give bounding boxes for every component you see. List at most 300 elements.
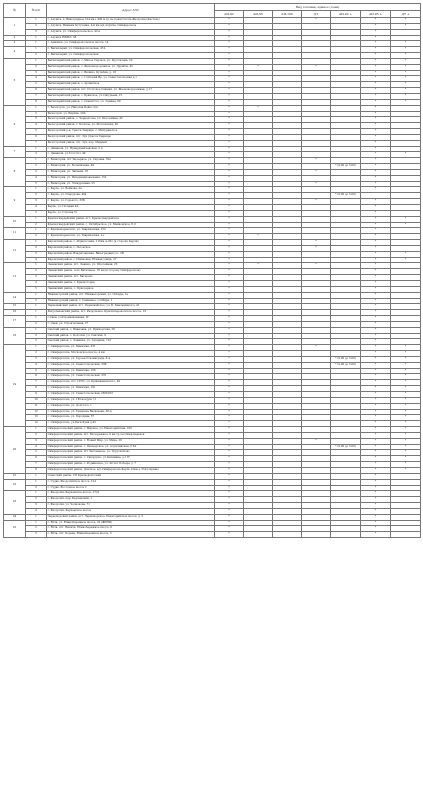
address-cell: г. Евпатория, ул. Чапаева, 18	[47, 169, 215, 175]
fuel-mark-cell: *	[215, 134, 244, 140]
fuel-mark-cell: *	[215, 368, 244, 374]
row-number-cell: 5	[26, 210, 47, 216]
fuel-mark-cell: *	[361, 421, 391, 427]
fuel-mark-cell: *	[361, 374, 391, 380]
address-cell: Бахчисарайский район, пгт. Почтовое Сиваши, ул. Железнодорожная, д.17	[47, 88, 215, 94]
fuel-mark-cell: *	[215, 216, 244, 222]
row-number-cell: 1	[26, 158, 47, 164]
fuel-mark-cell: *	[391, 380, 421, 386]
row-number-cell: 3	[26, 251, 47, 257]
fuel-mark-cell: *	[215, 292, 244, 298]
fuel-mark-cell: *	[302, 438, 331, 444]
fuel-mark-cell: *	[391, 88, 421, 94]
row-number-cell: 1	[26, 491, 47, 497]
row-number-cell: 2	[26, 23, 47, 29]
fuel-mark-cell: *	[302, 263, 331, 269]
fuel-mark-cell: *	[244, 234, 273, 240]
fuel-mark-cell: *	[302, 245, 331, 251]
fuel-mark-cell: *	[391, 397, 421, 403]
group-number-cell: 17	[4, 316, 26, 328]
fuel-mark-cell: *	[391, 345, 421, 351]
row-number-cell: 1	[26, 327, 47, 333]
fuel-mark-cell: *	[361, 146, 391, 152]
row-number-cell: 1	[26, 216, 47, 222]
fuel-mark-cell: *	[391, 82, 421, 88]
address-cell: г. Евпатория, пгт Заозерное, ул. Садовая, 55а	[47, 158, 215, 164]
fuel-mark-cell: *	[215, 304, 244, 310]
fuel-mark-cell: *	[361, 362, 391, 368]
table-body	[4, 18, 421, 538]
fuel-mark-cell: *	[361, 169, 391, 175]
fuel-mark-cell: *	[361, 356, 391, 362]
row-number-cell: 1	[26, 47, 47, 53]
fuel-mark-cell: *	[361, 321, 391, 327]
row-number-cell: 2	[26, 351, 47, 357]
fuel-mark-cell: *	[215, 257, 244, 263]
fuel-mark-cell: *	[361, 216, 391, 222]
fuel-mark-cell: *	[302, 181, 331, 187]
fuel-mark-cell: *	[215, 181, 244, 187]
row-number-cell: 3	[26, 117, 47, 123]
fuel-mark-cell: *	[302, 158, 331, 164]
fuel-mark-cell: *	[361, 93, 391, 99]
address-cell: г. Симферополь, ул. Бородина, 67	[47, 415, 215, 421]
fuel-mark-cell: *	[215, 345, 244, 351]
row-number-cell: 1	[26, 105, 47, 111]
fuel-mark-cell: *	[215, 421, 244, 427]
fuel-mark-cell: *	[391, 257, 421, 263]
fuel-mark-cell: *	[215, 88, 244, 94]
row-number-cell: 4	[26, 175, 47, 181]
fuel-mark-cell: *	[215, 415, 244, 421]
fuel-mark-cell: *	[215, 467, 244, 473]
fuel-mark-cell: *	[215, 508, 244, 514]
fuel-mark-cell	[302, 532, 331, 538]
address-cell: Белогорский р-н, Трасса Таврида, с. Мичуринское	[47, 129, 215, 135]
group-number-cell: 12	[4, 240, 26, 263]
fuel-mark-cell: *	[361, 18, 391, 24]
fuel-mark-cell: *	[361, 228, 391, 234]
fuel-mark-cell: *	[391, 356, 421, 362]
address-cell: Сакский район, с. Ленинка, ул. Гагарина, 123	[47, 339, 215, 345]
header-fuel-dt-plus: ДТ +	[391, 11, 421, 18]
address-cell: г. Симферополь, Московское шоссе, 4 км	[47, 351, 215, 357]
group-number-cell: 4	[4, 47, 26, 59]
address-cell: г. Феодосия, пер. Керченский, 1	[47, 497, 215, 503]
row-number-cell: 6	[26, 134, 47, 140]
address-cell: г. Ялта, ул. Южнобережное шоссе, 22 (ФИНИ)	[47, 520, 215, 526]
fuel-mark-cell: *	[361, 333, 391, 339]
row-number-cell: 1	[26, 427, 47, 433]
fuel-mark-cell: *	[361, 479, 391, 485]
fuel-mark-cell: *	[391, 444, 421, 450]
fuel-mark-cell: *	[361, 339, 391, 345]
fuel-mark-cell: *	[361, 473, 391, 479]
address-cell: Бахчисарайский район, с. Ароматное	[47, 82, 215, 88]
fuel-mark-cell: * (9.00 до 5.00)	[331, 164, 361, 170]
fuel-mark-cell: *	[361, 292, 391, 298]
fuel-mark-cell: *	[361, 152, 391, 158]
address-cell: Сакский район, с. Ивановка, ул. Приморская, 28	[47, 327, 215, 333]
address-cell: Ленинский район, с. Красногорка	[47, 280, 215, 286]
fuel-mark-cell: *	[302, 240, 331, 246]
row-number-cell: 3	[26, 438, 47, 444]
fuel-mark-cell: *	[361, 257, 391, 263]
fuel-mark-cell: *	[215, 164, 244, 170]
group-number-cell: 7	[4, 146, 26, 158]
header-fuel-dt: ДТ	[302, 11, 331, 18]
address-cell: г. Евпатория, ул. Большичная, 49	[47, 164, 215, 170]
row-number-cell: 13	[26, 415, 47, 421]
group-number-cell: 16	[4, 310, 26, 316]
row-number-cell: 10	[26, 397, 47, 403]
fuel-mark-cell: *	[361, 140, 391, 146]
fuel-mark-cell: *	[391, 462, 421, 468]
header-group-number: №	[4, 4, 26, 18]
fuel-mark-cell: *	[361, 64, 391, 70]
fuel-mark-cell: *	[215, 456, 244, 462]
fuel-mark-cell: *	[361, 427, 391, 433]
fuel-mark-cell: *	[215, 222, 244, 228]
address-cell: Симферопольский район, с. Скворцово, ул.Калинина, д.1 Н	[47, 456, 215, 462]
address-cell: Симферопольский район, с. Пионерское, ул. Алуштинская, 6 8А	[47, 444, 215, 450]
fuel-mark-cell: *	[215, 409, 244, 415]
group-number-cell: 22	[4, 479, 26, 491]
fuel-mark-cell: *	[361, 444, 391, 450]
row-number-cell: 2	[26, 222, 47, 228]
fuel-mark-cell: *	[215, 18, 244, 24]
fuel-mark-cell: *	[391, 23, 421, 29]
fuel-mark-cell: *	[361, 532, 391, 538]
fuel-mark-cell: *	[215, 53, 244, 59]
group-number-cell: 10	[4, 216, 26, 228]
header-address: Адрес АЗС	[47, 4, 215, 18]
address-cell: Керчь, ул. Глухова 5г	[47, 210, 215, 216]
row-number-cell: 2	[26, 321, 47, 327]
address-cell: Кировский район, Владиславовка, Виноградная ул., 2В	[47, 251, 215, 257]
fuel-mark-cell: *	[215, 397, 244, 403]
group-number-cell: 8	[4, 158, 26, 187]
fuel-mark-cell: *	[361, 23, 391, 29]
row-number-cell: 1	[26, 228, 47, 234]
fuel-mark-cell: *	[391, 70, 421, 76]
row-number-cell: 3	[26, 356, 47, 362]
fuel-mark-cell: *	[391, 76, 421, 82]
fuel-mark-cell: *	[215, 251, 244, 257]
header-fuel-ai95: АИ-95	[244, 11, 273, 18]
group-number-cell: 14	[4, 292, 26, 304]
row-number-cell: 5	[26, 450, 47, 456]
fuel-mark-cell: *	[215, 392, 244, 398]
group-number-cell: 3	[4, 41, 26, 47]
row-number-cell: 5	[26, 82, 47, 88]
row-number-cell: 8	[26, 467, 47, 473]
fuel-mark-cell: *	[391, 152, 421, 158]
fuel-mark-cell: *	[391, 392, 421, 398]
row-number-cell: 1	[26, 304, 47, 310]
fuel-mark-cell: *	[215, 146, 244, 152]
fuel-mark-cell: *	[361, 240, 391, 246]
address-cell: г. Феодосия, Керченское шоссе	[47, 508, 215, 514]
row-number-cell: 2	[26, 269, 47, 275]
group-number-cell: 6	[4, 105, 26, 146]
fuel-mark-cell: *	[215, 514, 244, 520]
address-cell: г. Бахчисарай, ул. Симферопольская	[47, 53, 215, 59]
fuel-mark-cell: *	[215, 93, 244, 99]
fuel-mark-cell: *	[361, 327, 391, 333]
row-number-cell: 1	[26, 292, 47, 298]
fuel-mark-cell: *	[361, 514, 391, 520]
fuel-mark-cell: *	[361, 82, 391, 88]
fuel-mark-cell: *	[361, 286, 391, 292]
address-cell: г. Судак, Восточное шоссе 2	[47, 485, 215, 491]
fuel-mark-cell: *	[215, 234, 244, 240]
row-number-cell: 1	[26, 35, 47, 41]
fuel-mark-cell: *	[215, 462, 244, 468]
fuel-mark-cell: *	[215, 351, 244, 357]
row-number-cell: 2	[26, 526, 47, 532]
fuel-mark-cell: *	[215, 152, 244, 158]
address-cell: Сакский район, с. Колоски, ул. Сакская, 9	[47, 333, 215, 339]
fuel-mark-cell: *	[215, 321, 244, 327]
fuel-mark-cell: *	[215, 520, 244, 526]
address-cell: Ленинский район, пгт. Ленино, ул. Шоссейная, 23	[47, 263, 215, 269]
fuel-mark-cell: *	[361, 134, 391, 140]
address-cell: Красногвардейский район, пгт. Красногвардейское	[47, 216, 215, 222]
fuel-mark-cell: *	[302, 64, 331, 70]
fuel-mark-cell: *	[391, 409, 421, 415]
fuel-mark-cell: *	[361, 47, 391, 53]
fuel-mark-cell: *	[215, 438, 244, 444]
address-cell: г. Симферополь, ул. Киевская, 191	[47, 386, 215, 392]
address-cell: г. Алушта ЮБИЛ. 38	[47, 35, 215, 41]
fuel-mark-cell: *	[361, 210, 391, 216]
fuel-mark-cell: *	[215, 35, 244, 41]
address-cell: Кировский район, с. Льговское	[47, 245, 215, 251]
address-cell: Белогорский район, пгт. Зуя, пер. Мирный	[47, 140, 215, 146]
row-number-cell: 2	[26, 111, 47, 117]
fuel-mark-cell: *	[215, 263, 244, 269]
address-cell: г. Симферополь, ул. Севастопольская, 370	[47, 374, 215, 380]
group-number-cell: 11	[4, 228, 26, 240]
fuel-mark-cell: *	[215, 117, 244, 123]
address-cell: г.Саки, ул.Промышленная, 3Г	[47, 316, 215, 322]
row-number-cell: 7	[26, 462, 47, 468]
address-cell: Нижнегорский район, с. Семенное, ул.Мира, 1	[47, 298, 215, 304]
fuel-mark-cell: *	[215, 41, 244, 47]
address-cell: г. Керчь, ул. Свердлова, 49в	[47, 193, 215, 199]
fuel-mark-cell: *	[302, 199, 331, 205]
fuel-mark-cell: *	[361, 111, 391, 117]
row-number-cell: 2	[26, 333, 47, 339]
fuel-mark-cell: *	[215, 105, 244, 111]
fuel-mark-cell: *	[215, 473, 244, 479]
fuel-mark-cell: *	[361, 275, 391, 281]
row-number-cell: 2	[26, 234, 47, 240]
group-number-cell: 5	[4, 58, 26, 105]
row-number-cell: 7	[26, 380, 47, 386]
fuel-mark-cell: *	[215, 485, 244, 491]
fuel-mark-cell: *	[215, 64, 244, 70]
address-cell: Белогорск, ул. Бирлик, 20А	[47, 111, 215, 117]
address-cell: Ленинский район, село Батальное, 76 км (в сторону Симферополя)	[47, 269, 215, 275]
address-cell: Раздольненский район, пгт. Раздольное, Красноперекопское шоссе, 19	[47, 310, 215, 316]
fuel-mark-cell: *	[391, 450, 421, 456]
fuel-mark-cell: *	[391, 467, 421, 473]
address-cell: г. Феодосия, Керченское шоссе, 27/Д	[47, 491, 215, 497]
fuel-mark-cell: *	[215, 29, 244, 35]
fuel-mark-cell: *	[215, 158, 244, 164]
fuel-mark-cell: *	[361, 508, 391, 514]
fuel-mark-cell: *	[361, 467, 391, 473]
row-number-cell: 5	[26, 129, 47, 135]
fuel-mark-cell: *	[215, 333, 244, 339]
address-cell: Кировский район, с. Абрикосовка, 115км А-291 (в сторону Керчи)	[47, 240, 215, 246]
fuel-mark-cell: *	[391, 222, 421, 228]
fuel-mark-cell: *	[215, 327, 244, 333]
address-cell: Бахчисарайский район, с. Брянское, ул.Сабурьева, 15	[47, 93, 215, 99]
fuel-mark-cell: *	[391, 53, 421, 59]
fuel-mark-cell: *	[361, 117, 391, 123]
fuel-mark-cell: *	[215, 82, 244, 88]
address-cell: г. Судак, Феодосийское шоссе, 12А	[47, 479, 215, 485]
fuel-mark-cell: *	[391, 432, 421, 438]
fuel-mark-cell: *	[215, 374, 244, 380]
row-number-cell: 9	[26, 392, 47, 398]
row-number-cell: 3	[26, 199, 47, 205]
header-fuel-ai92: АИ-92	[215, 11, 244, 18]
row-number-cell: 2	[26, 164, 47, 170]
fuel-mark-cell: *	[361, 280, 391, 286]
fuel-mark-cell: *	[215, 532, 244, 538]
fuel-mark-cell: *	[215, 175, 244, 181]
address-cell: г. Симферополь, ул. 1Ю-воздуш, 11	[47, 397, 215, 403]
address-cell: г. Симферополь, ул. Героев Сталинграда, 8-А	[47, 356, 215, 362]
group-number-cell: 25	[4, 520, 26, 538]
address-cell: г. Саки, ул. Строительная, 27	[47, 321, 215, 327]
row-number-cell: 4	[26, 280, 47, 286]
fuel-mark-cell: *	[215, 339, 244, 345]
fuel-mark-cell: *	[215, 76, 244, 82]
fuel-mark-cell	[244, 532, 273, 538]
fuel-mark-cell: *	[215, 240, 244, 246]
row-number-cell: 1	[26, 345, 47, 351]
row-number-cell: 7	[26, 140, 47, 146]
fuel-mark-cell: *	[361, 397, 391, 403]
row-number-cell: 4	[26, 362, 47, 368]
fuel-mark-cell: *	[361, 269, 391, 275]
row-number-cell: 1	[26, 473, 47, 479]
fuel-mark-cell: *	[361, 53, 391, 59]
fuel-mark-cell: *	[361, 386, 391, 392]
row-number-cell: 1	[26, 316, 47, 322]
fuel-mark-cell: *	[244, 64, 273, 70]
address-cell: г. Джанкой, ул.Толстого 49	[47, 152, 215, 158]
fuel-mark-cell: *	[215, 129, 244, 135]
fuel-mark-cell: *	[215, 193, 244, 199]
fuel-mark-cell: *	[215, 99, 244, 105]
address-cell: Белогорский район, с. Чернопольe, ул. Шоссейная, 43	[47, 117, 215, 123]
fuel-mark-cell: *	[215, 526, 244, 532]
address-cell: Белогорский район, пгт. Зуя (трасса Таврида)	[47, 134, 215, 140]
address-cell: Симферопольский район, Донское, а/д Симферополь-Керчь 12км + 550 (справа)	[47, 467, 215, 473]
fuel-mark-cell: *	[361, 35, 391, 41]
fuel-mark-cell: *	[215, 23, 244, 29]
fuel-mark-cell: *	[391, 251, 421, 257]
fuel-mark-cell: *	[215, 199, 244, 205]
fuel-mark-cell: *	[361, 316, 391, 322]
row-number-cell: 14	[26, 421, 47, 427]
fuel-mark-cell: *	[215, 479, 244, 485]
fuel-mark-cell: *	[361, 181, 391, 187]
row-number-cell: 11	[26, 403, 47, 409]
fuel-mark-cell: *	[361, 345, 391, 351]
fuel-mark-cell: *	[361, 164, 391, 170]
row-number-cell: 1	[26, 479, 47, 485]
fuel-mark-cell: * (9.00 до 5.00)	[331, 444, 361, 450]
fuel-mark-cell: *	[361, 263, 391, 269]
fuel-mark-cell: *	[361, 41, 391, 47]
address-cell: г. Красноперекопск, ул. Таврическая, 153	[47, 228, 215, 234]
fuel-mark-cell: *	[215, 380, 244, 386]
address-cell: г. Керчь, ул. Горького, 33Б	[47, 199, 215, 205]
header-row-number: № п/п	[26, 4, 47, 18]
fuel-mark-cell: *	[391, 18, 421, 24]
row-number-cell: 2	[26, 432, 47, 438]
group-number-cell: 1	[4, 18, 26, 36]
row-number-cell: 4	[26, 444, 47, 450]
fuel-mark-cell: *	[215, 70, 244, 76]
address-cell: Нижнегорский район, пгт. Нижнегорский, ул. Победы, 1а	[47, 292, 215, 298]
row-number-cell: 1	[26, 520, 47, 526]
address-cell: Черноморский район, пгт. Черноморское, Евпаторийское шоссе, д. 5	[47, 514, 215, 520]
address-cell: г. Симферополь, ул. Генерала Васильева, 38-А	[47, 409, 215, 415]
row-number-cell: 7	[26, 93, 47, 99]
address-cell: г. Джанкой, ул. Нумерданиченская, 2 А	[47, 146, 215, 152]
header-fuel-ai92-plus: АИ-92 +	[331, 11, 361, 18]
group-number-cell: 18	[4, 327, 26, 345]
fuel-mark-cell: *	[215, 269, 244, 275]
fuel-mark-cell: *	[215, 205, 244, 211]
fuel-mark-cell: *	[215, 310, 244, 316]
fuel-mark-cell: *	[361, 88, 391, 94]
row-number-cell: 1	[26, 263, 47, 269]
fuel-mark-cell: *	[361, 199, 391, 205]
fuel-mark-cell: *	[361, 526, 391, 532]
fuel-mark-cell: *	[391, 216, 421, 222]
row-number-cell: 3	[26, 29, 47, 35]
fuel-mark-cell: *	[361, 70, 391, 76]
fuel-mark-cell: *	[215, 298, 244, 304]
address-cell: Бахчисарайский район, с. Вилино, Кульбин, д. 18	[47, 70, 215, 76]
fuel-mark-cell: * (9.00 до 5.00)	[331, 193, 361, 199]
row-number-cell: 2	[26, 485, 47, 491]
address-cell: г. Алушта, ул. Симферопольское, 42 н	[47, 29, 215, 35]
fuel-mark-cell: *	[361, 129, 391, 135]
fuel-mark-cell: *	[361, 187, 391, 193]
row-number-cell: 4	[26, 205, 47, 211]
fuel-mark-cell: *	[391, 438, 421, 444]
fuel-mark-cell: *	[391, 427, 421, 433]
fuel-mark-cell	[391, 532, 421, 538]
address-cell: Кировский район, с. Изюмовка, Южная улица, 27	[47, 257, 215, 263]
address-cell: г. Ялта, пгт. Никита, Южнобережное шоссе, 8	[47, 526, 215, 532]
address-cell: Белогорский район, с. Богатое, ул. Московская, 92	[47, 123, 215, 129]
fuel-mark-cell: *	[361, 222, 391, 228]
fuel-mark-cell: *	[361, 503, 391, 509]
group-number-cell: 15	[4, 304, 26, 310]
fuel-mark-cell: *	[215, 275, 244, 281]
